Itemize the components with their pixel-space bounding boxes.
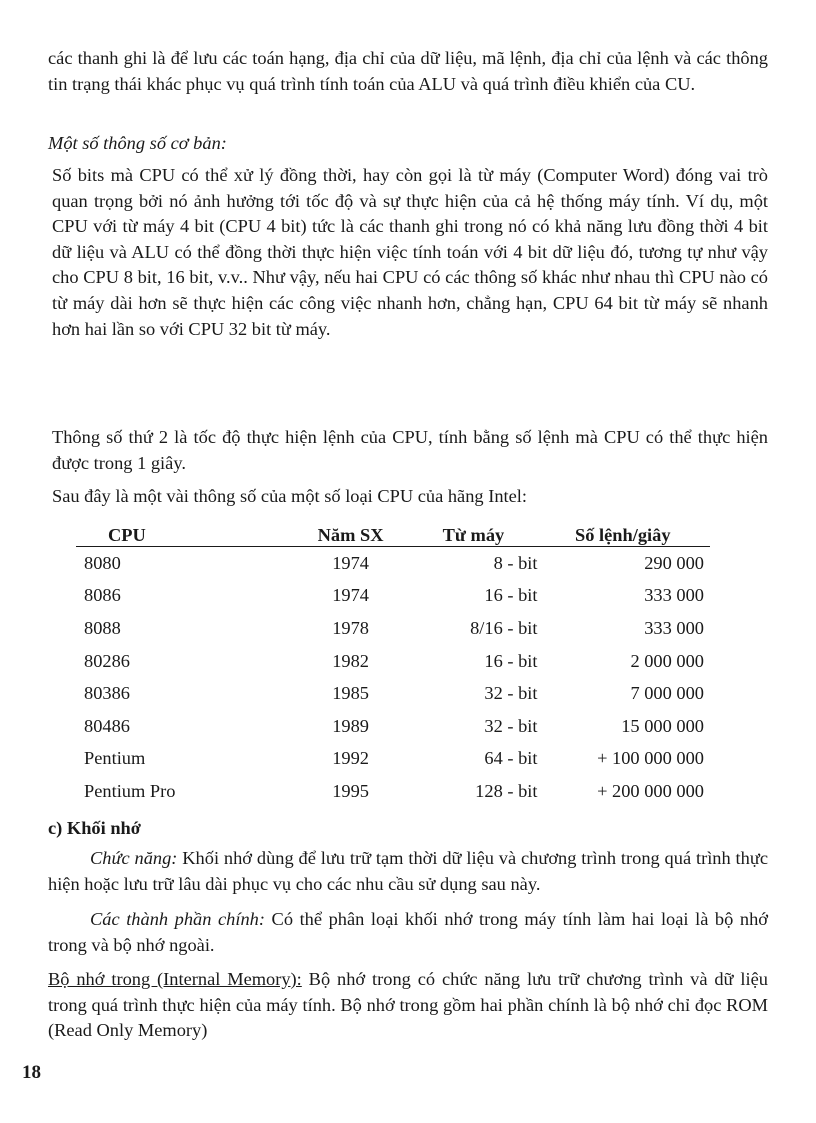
- cell-year: 1995: [332, 780, 369, 801]
- page-number: 18: [22, 1062, 41, 1083]
- function-text: Khối nhớ dùng để lưu trữ tạm thời dữ liệu và chương trình trong quá trình thực hiện hoặc lưu trữ lâu dài phục vụ cho các nhu cầu sử dụng sau này.: [48, 848, 768, 894]
- table-row: [76, 612, 710, 645]
- header-word: Từ máy: [409, 516, 541, 547]
- cell-ips: + 200 000 000: [597, 780, 704, 801]
- table-row: [76, 645, 710, 678]
- cell-cpu: 8080: [84, 552, 121, 573]
- internal-memory-label: Bộ nhớ trong (Internal Memory):: [48, 969, 302, 989]
- cell-ips: + 100 000 000: [597, 748, 704, 769]
- cell-ips: 333 000: [644, 617, 704, 638]
- cell-cpu: 8086: [84, 585, 121, 606]
- table-row: [76, 710, 710, 743]
- cell-cpu: 80486: [84, 715, 130, 736]
- cell-cpu: 80286: [84, 650, 130, 671]
- table-row: [76, 547, 710, 580]
- cell-word: 32 - bit: [484, 683, 538, 704]
- cell-ips: 333 000: [644, 585, 704, 606]
- cell-year: 1974: [332, 585, 369, 606]
- components-label: Các thành phần chính:: [90, 909, 265, 929]
- table-header-row: [76, 516, 710, 547]
- table-row: [76, 775, 710, 808]
- function-label: Chức năng:: [90, 848, 178, 868]
- cell-ips: 7 000 000: [630, 683, 704, 704]
- cell-year: 1982: [332, 650, 369, 671]
- cell-word: 64 - bit: [484, 748, 538, 769]
- cell-word: 32 - bit: [484, 715, 538, 736]
- cell-cpu: 80386: [84, 683, 130, 704]
- header-ips: Số lệnh/giây: [542, 516, 711, 547]
- section-heading: Một số thông số cơ bản:: [48, 133, 227, 153]
- memory-function-paragraph: [48, 846, 768, 897]
- cell-year: 1992: [332, 748, 369, 769]
- cell-year: 1974: [332, 552, 369, 573]
- cell-ips: 15 000 000: [621, 715, 704, 736]
- header-cpu: CPU: [76, 516, 292, 547]
- cell-word: 128 - bit: [475, 780, 538, 801]
- cell-word: 8 - bit: [493, 552, 538, 573]
- cpu-spec-table: [76, 516, 710, 808]
- cell-word: 16 - bit: [484, 585, 538, 606]
- memory-components-paragraph: [48, 907, 768, 958]
- table-row: [76, 677, 710, 710]
- cell-cpu: Pentium Pro: [84, 780, 176, 801]
- cell-ips: 290 000: [644, 552, 704, 573]
- cell-word: 8/16 - bit: [470, 617, 538, 638]
- intro-paragraph: [48, 46, 768, 97]
- cell-year: 1978: [332, 617, 369, 638]
- intro-text: các thanh ghi là để lưu các toán hạng, địa chỉ của dữ liệu, mã lệnh, địa chỉ của lệnh và các thông tin trạng thái khác phục vụ quá trình tính toán của ALU và quá trình điều khiển của CU.: [48, 48, 768, 94]
- table-caption: Sau đây là một vài thông số của một số loại CPU của hãng Intel:: [52, 486, 528, 506]
- cell-year: 1989: [332, 715, 369, 736]
- cell-word: 16 - bit: [484, 650, 538, 671]
- cell-cpu: 8088: [84, 617, 121, 638]
- cell-ips: 2 000 000: [630, 650, 704, 671]
- cell-year: 1985: [332, 683, 369, 704]
- table-row: [76, 580, 710, 613]
- table-row: [76, 743, 710, 776]
- header-year: Năm SX: [292, 516, 409, 547]
- cell-cpu: Pentium: [84, 748, 146, 769]
- instruction-speed-paragraph: Thông số thứ 2 là tốc độ thực hiện lệnh của CPU, tính bằng số lệnh mà CPU có thể thực hiện được trong 1 giây.: [52, 427, 768, 473]
- memory-section-heading: c) Khối nhớ: [48, 818, 141, 838]
- internal-memory-text: Bộ nhớ trong có chức năng lưu trữ chương trình và dữ liệu trong quá trình thực hiện của máy tính. Bộ nhớ trong gồm hai phần chính là bộ nhớ chỉ đọc ROM (Read Only Memory): [48, 969, 768, 1041]
- computer-word-paragraph: Số bits mà CPU có thể xử lý đồng thời, hay còn gọi là từ máy (Computer Word) đóng vai trò quan trọng bởi nó ảnh hưởng tới tốc độ và sự thực hiện của cả hệ thống máy tính. Ví dụ, một CPU với từ máy 4 bit (CPU 4 bit) tức là các thanh ghi trong nó có khả năng lưu đồng thời 4 bit dữ liệu và ALU có thể đồng thời thực hiện việc tính toán với 4 bit dữ liệu đó, tương tự như vậy cho CPU 8 bit, 16 bit, v.v.. Như vậy, nếu hai CPU có các thông số khác như nhau thì CPU nào có từ máy dài hơn sẽ thực hiện các công việc nhanh hơn, chẳng hạn, CPU 64 bit từ máy sẽ nhanh hơn hai lần so với CPU 32 bit từ máy.: [52, 165, 768, 339]
- internal-memory-paragraph: [48, 967, 768, 1044]
- components-text: Có thể phân loại khối nhớ trong máy tính làm hai loại là bộ nhớ trong và bộ nhớ ngoài.: [48, 909, 768, 955]
